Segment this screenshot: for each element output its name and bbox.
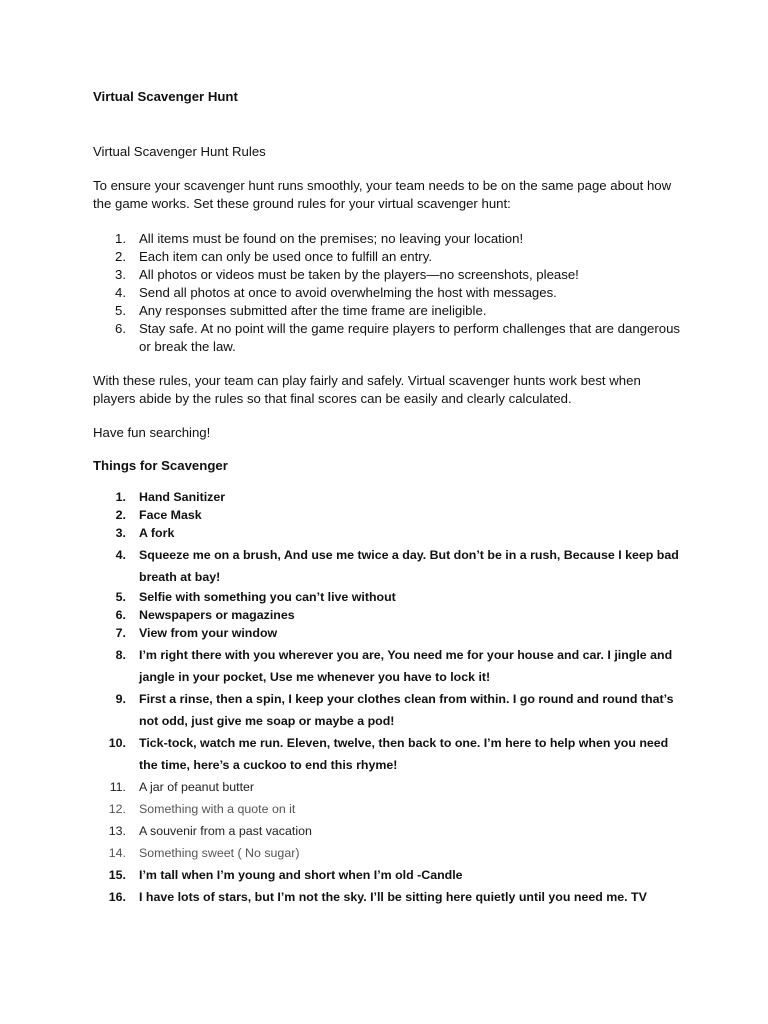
list-item: 7. View from your window [115, 626, 278, 640]
rules-heading: Virtual Scavenger Hunt Rules [93, 144, 266, 159]
things-list [93, 488, 683, 908]
document-body [93, 88, 683, 908]
list-item: 8. I’m right there with you wherever you are, You need me for your house and car. I jingle and jangle in your pocket, Use me whenever you have to lock it! [115, 648, 673, 684]
list-item: 16. I have lots of stars, but I’m not the sky. I’ll be sitting here quietly until you need me. TV [108, 890, 647, 904]
rule-item: 2. Each item can only be used once to fulfill an entry. [115, 249, 432, 264]
rules-list [93, 230, 683, 356]
closing-paragraph: With these rules, your team can play fairly and safely. Virtual scavenger hunts work best when players abide by the rules so that final scores can be easily and clearly calculated. [93, 373, 641, 406]
list-item: 13. A souvenir from a past vacation [108, 824, 312, 838]
list-item: 10. Tick-tock, watch me run. Eleven, twelve, then back to one. I’m here to help when you need the time, here’s a cuckoo to end this rhyme! [108, 736, 669, 772]
list-item: 2. Face Mask [115, 508, 202, 522]
list-item: 4. Squeeze me on a brush, And use me twice a day. But don’t be in a rush, Because I keep bad breath at bay! [115, 548, 679, 584]
list-item: 15. I’m tall when I’m young and short when I’m old -Candle [108, 868, 463, 882]
list-item: 6. Newspapers or magazines [115, 608, 295, 622]
list-item: 14. Something sweet ( No sugar) [108, 846, 300, 860]
rule-item: 3. All photos or videos must be taken by the players—no screenshots, please! [115, 267, 579, 282]
document-title: Virtual Scavenger Hunt [93, 89, 238, 104]
have-fun-line: Have fun searching! [93, 425, 211, 440]
rule-item: 1. All items must be found on the premises; no leaving your location! [115, 231, 524, 246]
list-item: 11. A jar of peanut butter [109, 780, 255, 794]
list-item: 1. Hand Sanitizer [115, 490, 226, 504]
rule-item: 4. Send all photos at once to avoid overwhelming the host with messages. [115, 285, 557, 300]
rule-item: 5. Any responses submitted after the time frame are ineligible. [115, 303, 487, 318]
rule-item: 6. Stay safe. At no point will the game require players to perform challenges that are dangerous or break the law. [115, 321, 680, 354]
things-heading: Things for Scavenger [93, 458, 228, 473]
list-item: 9. First a rinse, then a spin, I keep your clothes clean from within. I go round and round that’s not odd, just give me soap or maybe a pod! [115, 692, 674, 728]
list-item: 5. Selfie with something you can’t live without [115, 590, 396, 604]
list-item: 12. Something with a quote on it [108, 802, 296, 816]
intro-paragraph: To ensure your scavenger hunt runs smoothly, your team needs to be on the same page about how the game works. Set these ground rules for your virtual scavenger hunt: [93, 178, 672, 211]
list-item: 3. A fork [115, 526, 175, 540]
